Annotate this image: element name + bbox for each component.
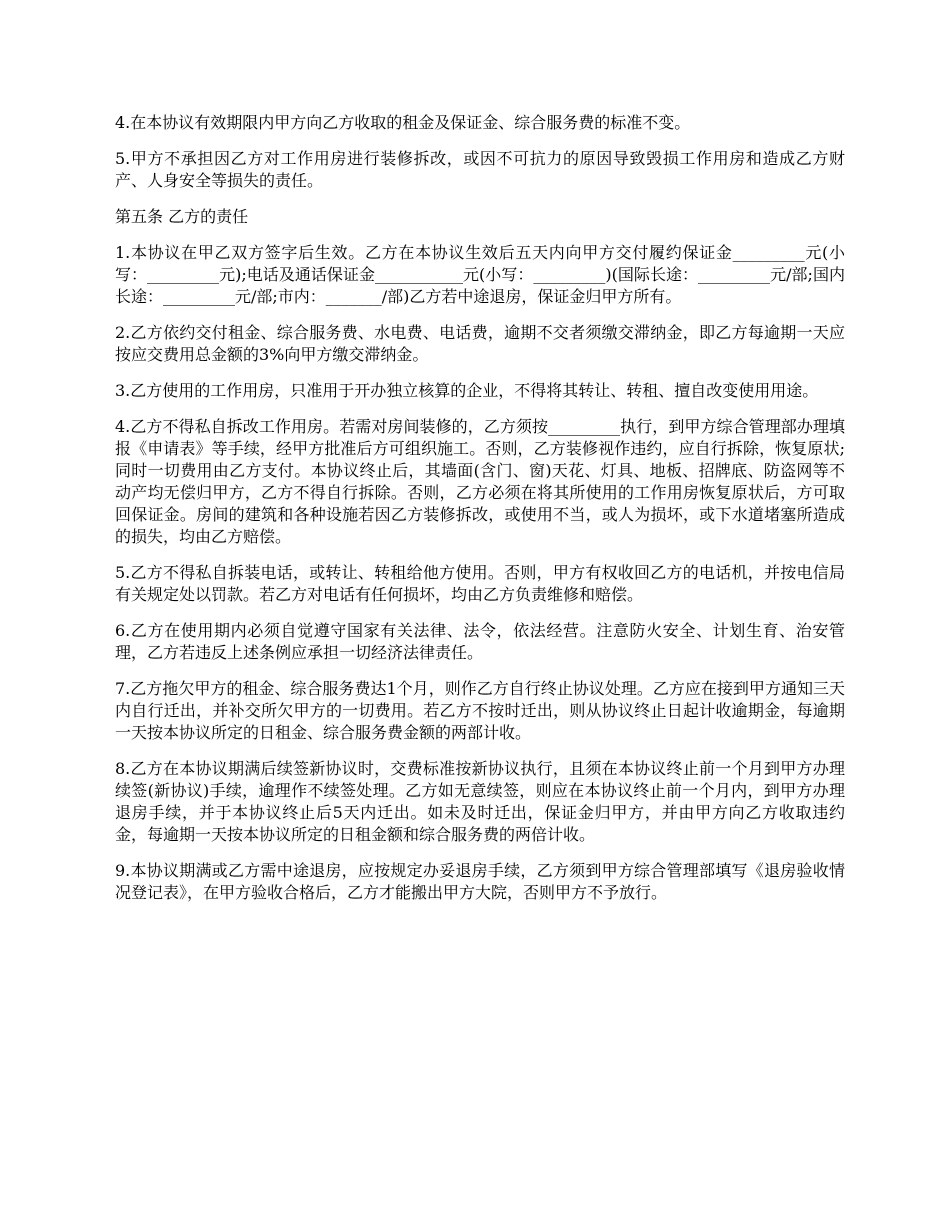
clause-2-late-fee: 2.乙方依约交付租金、综合服务费、水电费、电话费，逾期不交者须缴交滞纳金，即乙方每逾期一天应按应交费用总金额的3%向甲方缴交滞纳金。 <box>115 323 845 364</box>
clause-7-arrears: 7.乙方拖欠甲方的租金、综合服务费达1个月，则作乙方自行终止协议处理。乙方应在接到甲方通知三天内自行迁出，并补交所欠甲方的一切费用。若乙方不按时迁出，则从协议终止日起计收逾期金，每逾期一天按本协议所定的日租金、综合服务费金额的两部计收。 <box>115 679 845 742</box>
clause-3-usage: 3.乙方使用的工作用房，只准用于开办独立核算的企业，不得将其转让、转租、擅自改变使用用途。 <box>115 381 819 400</box>
clause-6-compliance: 6.乙方在使用期内必须自觉遵守国家有关法律、法令，依法经营。注意防火安全、计划生育、治安管理，乙方若违反上述条例应承担一切经济法律责任。 <box>115 621 845 662</box>
document-page <box>115 112 845 918</box>
section-heading-article-5: 第五条 乙方的责任 <box>115 207 249 226</box>
clause-9-checkout: 9.本协议期满或乙方需中途退房，应按规定办妥退房手续，乙方须到甲方综合管理部填写《退房验收情况登记表》，在甲方验收合格后，乙方才能搬出甲方大院，否则甲方不予放行。 <box>115 861 845 902</box>
clause-5-telephone: 5.乙方不得私自拆装电话，或转让、转租给他方使用。否则，甲方有权收回乙方的电话机，并按电信局有关规定处以罚款。若乙方对电话有任何损坏，均由乙方负责维修和赔偿。 <box>115 563 845 604</box>
clause-4-renovation: 4.乙方不得私自拆改工作用房。若需对房间装修的，乙方须按_________执行，到甲方综合管理部办理填报《申请表》等手续，经甲方批准后方可组织施工。否则，乙方装修视作违约，应自行拆除，恢复原状;同时一切费用由乙方支付。本协议终止后，其墙面(含门、窗)天花、灯具、地板、招牌底、防盗网等不动产均无偿归甲方，乙方不得自行拆除。否则，乙方必须在将其所使用的工作用房恢复原状后，方可取回保证金。房间的建筑和各种设施若因乙方装修拆改，或使用不当，或人为损坏，或下水道堵塞所造成的损失，均由乙方赔偿。 <box>115 417 845 546</box>
clause-1-deposit: 1.本协议在甲乙双方签字后生效。乙方在本协议生效后五天内向甲方交付履约保证金_________元(小写：_________元);电话及通话保证金___________元(小写：_________)(国际长途：_________元/部;国内长途：_________元/部;市内：_______/部)乙方若中途退房，保证金归甲方所有。 <box>115 243 845 306</box>
clause-5-liability-exemption: 5.甲方不承担因乙方对工作用房进行装修拆改，或因不可抗力的原因导致毁损工作用房和造成乙方财产、人身安全等损失的责任。 <box>115 149 845 190</box>
clause-8-renewal: 8.乙方在本协议期满后续签新协议时，交费标准按新协议执行，且须在本协议终止前一个月到甲方办理续签(新协议)手续，逾理作不续签处理。乙方如无意续签，则应在本协议终止前一个月内，到甲方办理退房手续，并于本协议终止后5天内迁出。如未及时迁出，保证金归甲方，并由甲方向乙方收取违约金，每逾期一天按本协议所定的日租金额和综合服务费的两倍计收。 <box>115 759 845 844</box>
clause-4-rent-standard: 4.在本协议有效期限内甲方向乙方收取的租金及保证金、综合服务费的标准不变。 <box>115 113 691 132</box>
